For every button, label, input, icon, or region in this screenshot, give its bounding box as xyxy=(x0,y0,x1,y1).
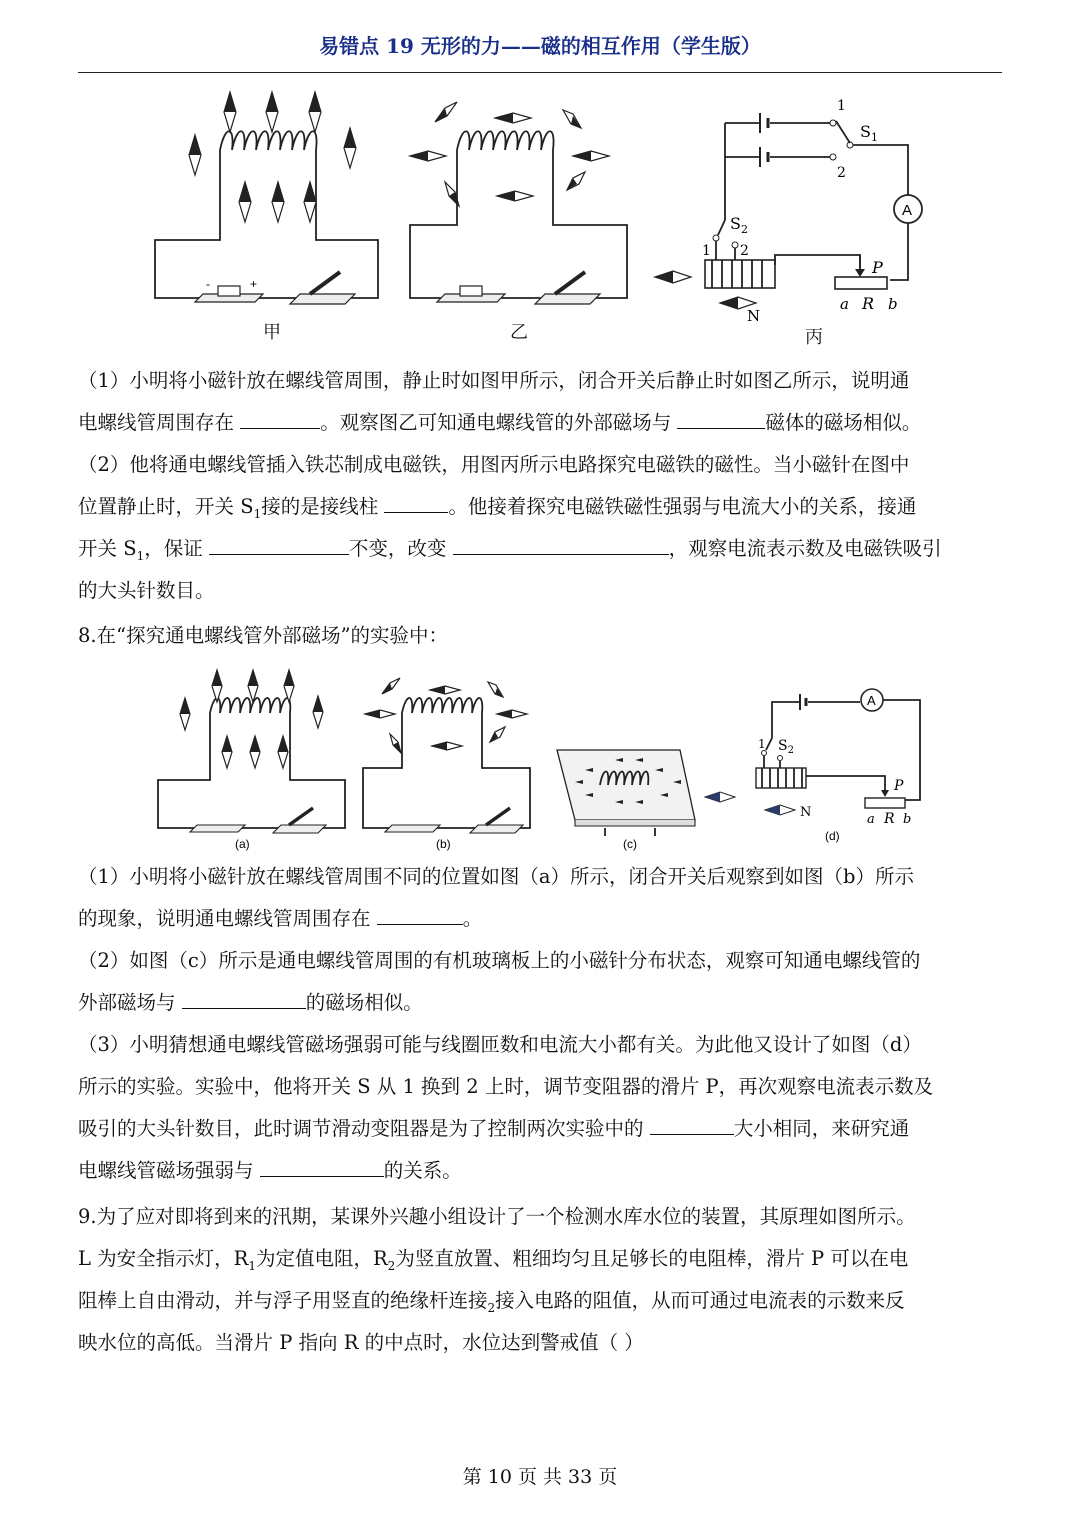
question-9-body xyxy=(78,1196,1002,1364)
svg-text:2: 2 xyxy=(837,165,846,181)
svg-text:S2: $S_2$ xyxy=(730,214,748,236)
answer-blank[interactable] xyxy=(677,404,765,429)
svg-text:N: N xyxy=(747,307,761,325)
figure-label-bing: 丙 xyxy=(805,327,823,348)
figure-yi xyxy=(405,90,645,320)
figure-label-jia: 甲 xyxy=(263,322,281,343)
answer-blank[interactable] xyxy=(182,984,306,1009)
header-rule xyxy=(78,72,1002,73)
coil xyxy=(220,131,317,160)
svg-text:R: R xyxy=(884,811,895,827)
q8-part3-line2: 所示的实验。实验中，他将开关 S 从 1 换到 2 上时，调节变阻器的滑片 P，再次观察电流表示数及 xyxy=(78,1075,934,1098)
svg-text:b: b xyxy=(903,812,912,827)
q9-line1: 9.为了应对即将到来的汛期，某课外兴趣小组设计了一个检测水库水位的装置，其原理如图所示。 xyxy=(78,1205,916,1228)
q7-part2-line2: 位置静止时，开关 $S_1$接的是接线柱 。他接着探究电磁铁磁性强弱与电流大小的关系，接通 xyxy=(78,486,1002,528)
svg-text:(b): (b) xyxy=(436,837,451,851)
question-8-stem: 8.在“探究通电螺线管外部磁场”的实验中： xyxy=(78,624,449,647)
battery xyxy=(195,277,263,302)
q8-part1-line1: （1）小明将小磁针放在螺线管周围不同的位置如图（a）所示，闭合开关后观察到如图（b）所示 xyxy=(78,865,915,888)
q8-part1-line2: 的现象，说明通电螺线管周围存在 。 xyxy=(78,898,1002,940)
svg-text:a: a xyxy=(840,295,849,313)
svg-text:1: 1 xyxy=(837,98,846,114)
svg-text:(d): (d) xyxy=(825,829,840,843)
svg-text:2: 2 xyxy=(740,243,749,259)
page-footer: 第 10 页 共 33 页 xyxy=(462,1466,618,1488)
svg-text:N: N xyxy=(800,805,812,820)
q7-part2-line3: 开关 $S_1$，保证 不变，改变 ，观察电流表示数及电磁铁吸引 xyxy=(78,528,1002,570)
page-header: 易错点 19 无形的力——磁的相互作用（学生版） xyxy=(319,34,761,58)
figure-jia xyxy=(150,90,390,320)
compass-needles xyxy=(410,102,609,206)
q8-part3-line4: 电螺线管磁场强弱与 的关系。 xyxy=(78,1150,1002,1192)
wire xyxy=(155,160,378,298)
q9-line3: 阻棒上自由滑动，并与浮子用竖直的绝缘杆连接$_2$接入电路的阻值，从而可通过电流表的示数来反 xyxy=(78,1289,905,1315)
answer-blank[interactable] xyxy=(209,530,349,555)
svg-text:P: P xyxy=(894,778,904,794)
svg-text:S1: $S_1$ xyxy=(860,122,878,144)
switch xyxy=(290,272,355,304)
figure-a xyxy=(155,668,350,853)
q7-part2-line1: （2）他将通电螺线管插入铁芯制成电磁铁，用图丙所示电路探究电磁铁的磁性。当小磁针在图中 xyxy=(78,453,910,476)
q8-part3-line1: （3）小明猜想通电螺线管磁场强弱可能与线圈匝数和电流大小都有关。为此他又设计了如图（d） xyxy=(78,1033,922,1056)
svg-text:1: 1 xyxy=(702,243,711,259)
q7-part1-line1: （1）小明将小磁针放在螺线管周围，静止时如图甲所示，闭合开关后静止时如图乙所示，说明通 xyxy=(78,369,910,392)
figure-bing-circuit xyxy=(650,95,940,325)
q8-part2-line1: （2）如图（c）所示是通电螺线管周围的有机玻璃板上的小磁针分布状态，观察可知通电螺线管的 xyxy=(78,949,921,972)
answer-blank[interactable] xyxy=(453,530,669,555)
q8-part2-line2: 外部磁场与 的磁场相似。 xyxy=(78,982,1002,1024)
svg-text:A: A xyxy=(867,693,876,708)
svg-text:-: - xyxy=(206,277,210,291)
svg-text:1: 1 xyxy=(758,737,766,751)
svg-text:R: R xyxy=(862,294,875,313)
q9-line2: L 为安全指示灯，$R_1$为定值电阻，$R_2$为竖直放置、粗细均匀且足够长的电阻棒，滑片 P 可以在电 xyxy=(78,1247,909,1273)
q9-line4: 映水位的高低。当滑片 P 指向 R 的中点时，水位达到警戒值（ ） xyxy=(78,1331,644,1354)
answer-blank[interactable] xyxy=(260,1152,384,1177)
figure-c xyxy=(555,740,700,855)
question-7-body xyxy=(78,360,1002,612)
figure-label-yi: 乙 xyxy=(510,322,528,343)
answer-blank[interactable] xyxy=(240,404,320,429)
svg-text:(c): (c) xyxy=(623,837,637,851)
svg-text:a: a xyxy=(867,812,875,827)
q7-part2-line4: 的大头针数目。 xyxy=(78,579,215,602)
svg-text:S2: $S_2$ xyxy=(778,738,794,756)
figure-b xyxy=(360,668,550,853)
compass-needles xyxy=(189,92,356,222)
figure-d xyxy=(700,680,940,850)
svg-text:P: P xyxy=(872,258,883,277)
svg-text:b: b xyxy=(888,295,898,313)
answer-blank[interactable] xyxy=(384,488,448,513)
svg-text:A: A xyxy=(902,202,913,219)
question-8-body xyxy=(78,856,1002,1192)
answer-blank[interactable] xyxy=(650,1110,734,1135)
svg-text:(a): (a) xyxy=(235,837,250,851)
answer-blank[interactable] xyxy=(377,900,463,925)
q7-part1-line2: 电螺线管周围存在 。观察图乙可知通电螺线管的外部磁场与 磁体的磁场相似。 xyxy=(78,402,1002,444)
svg-text:+: + xyxy=(250,277,258,291)
q8-part3-line3: 吸引的大头针数目，此时调节滑动变阻器是为了控制两次实验中的 大小相同，来研究通 xyxy=(78,1108,1002,1150)
